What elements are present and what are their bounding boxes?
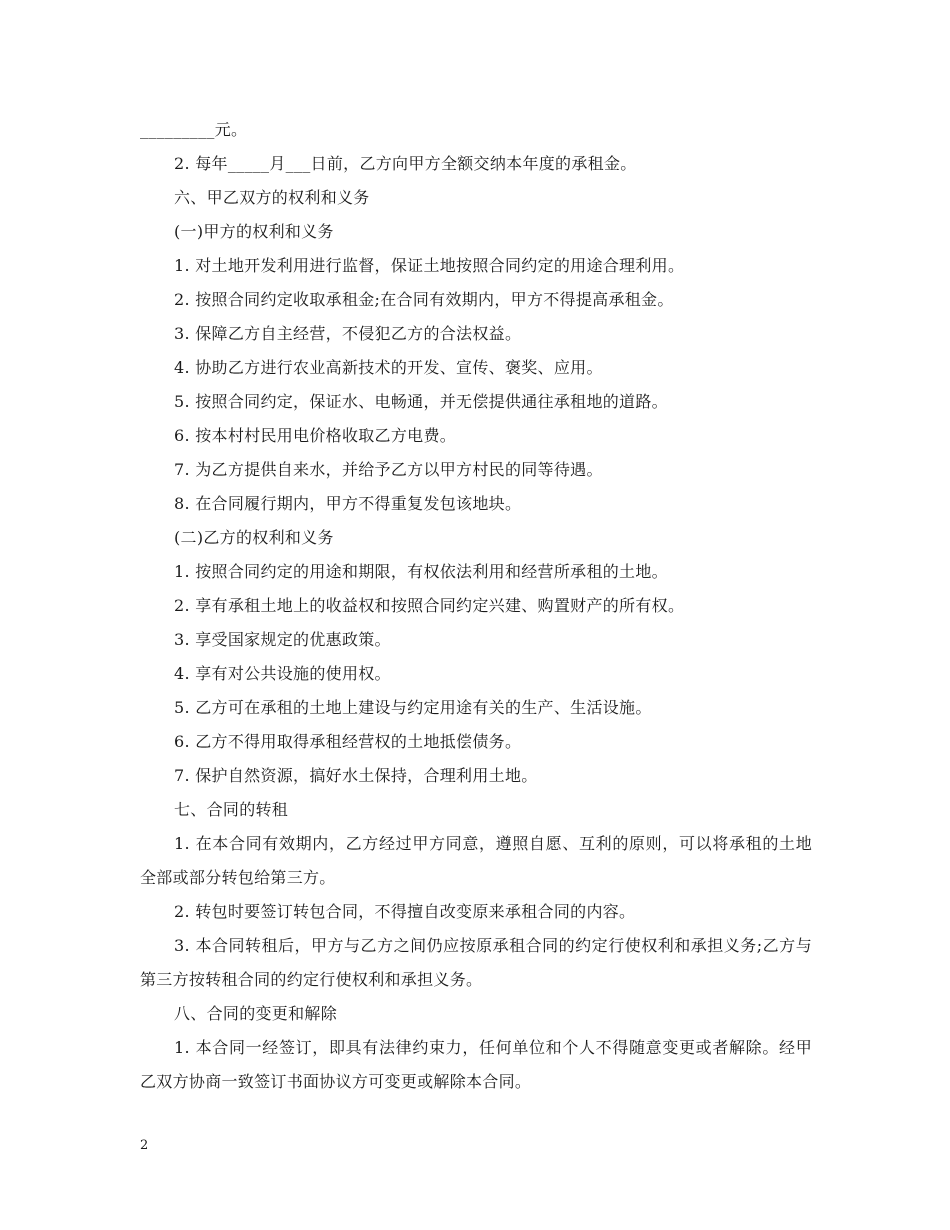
paragraph-change-termination-1: 1. 本合同一经签订，即具有法律约束力，任何单位和个人不得随意变更或者解除。经甲乙双方协商一致签订书面协议方可变更或解除本合同。: [140, 1038, 812, 1091]
paragraph-sublease-3: 3. 本合同转租后，甲方与乙方之间仍应按原承租合同的约定行使权利和承担义务;乙方与第三方按转租合同的约定行使权利和承担义务。: [140, 936, 812, 989]
section-heading-rights-obligations: 六、甲乙双方的权利和义务: [174, 188, 370, 207]
list-item-party-a-6: 6. 按本村村民用电价格收取乙方电费。: [174, 426, 457, 445]
page-number: 2: [140, 1138, 149, 1153]
list-item-party-a-4: 4. 协助乙方进行农业高新技术的开发、宣传、褒奖、应用。: [174, 358, 603, 377]
subsection-heading-party-a: (一)甲方的权利和义务: [174, 222, 334, 241]
list-item-party-a-1: 1. 对土地开发利用进行监督，保证土地按照合同约定的用途合理利用。: [174, 256, 685, 275]
text-line-continuation: _________元。: [140, 120, 248, 139]
paragraph-sublease-2: 2. 转包时要签订转包合同，不得擅自改变原来承租合同的内容。: [174, 902, 636, 921]
document-body: [140, 113, 812, 1099]
list-item-party-b-6: 6. 乙方不得用取得承租经营权的土地抵偿债务。: [174, 732, 522, 751]
section-heading-sublease: 七、合同的转租: [174, 800, 289, 819]
list-item-party-a-3: 3. 保障乙方自主经营，不侵犯乙方的合法权益。: [174, 324, 522, 343]
list-item-party-b-4: 4. 享有对公共设施的使用权。: [174, 664, 391, 683]
list-item-party-a-5: 5. 按照合同约定，保证水、电畅通，并无偿提供通往承租地的道路。: [174, 392, 668, 411]
paragraph-sublease-1: 1. 在本合同有效期内，乙方经过甲方同意，遵照自愿、互利的原则，可以将承租的土地全部或部分转包给第三方。: [140, 834, 812, 887]
list-item-party-a-2: 2. 按照合同约定收取承租金;在合同有效期内，甲方不得提高承租金。: [174, 290, 674, 309]
list-item-party-a-7: 7. 为乙方提供自来水，并给予乙方以甲方村民的同等待遇。: [174, 460, 603, 479]
list-item-party-b-7: 7. 保护自然资源，搞好水土保持，合理利用土地。: [174, 766, 538, 785]
subsection-heading-party-b: (二)乙方的权利和义务: [174, 528, 334, 547]
text-line-payment-date: 2. 每年_____月___日前，乙方向甲方全额交纳本年度的承租金。: [174, 154, 637, 173]
list-item-party-b-1: 1. 按照合同约定的用途和期限，有权依法利用和经营所承租的土地。: [174, 562, 668, 581]
list-item-party-b-3: 3. 享受国家规定的优惠政策。: [174, 630, 391, 649]
list-item-party-b-2: 2. 享有承租土地上的收益权和按照合同约定兴建、购置财产的所有权。: [174, 596, 685, 615]
list-item-party-b-5: 5. 乙方可在承租的土地上建设与约定用途有关的生产、生活设施。: [174, 698, 652, 717]
list-item-party-a-8: 8. 在合同履行期内，甲方不得重复发包该地块。: [174, 494, 522, 513]
section-heading-change-termination: 八、合同的变更和解除: [174, 1004, 338, 1023]
